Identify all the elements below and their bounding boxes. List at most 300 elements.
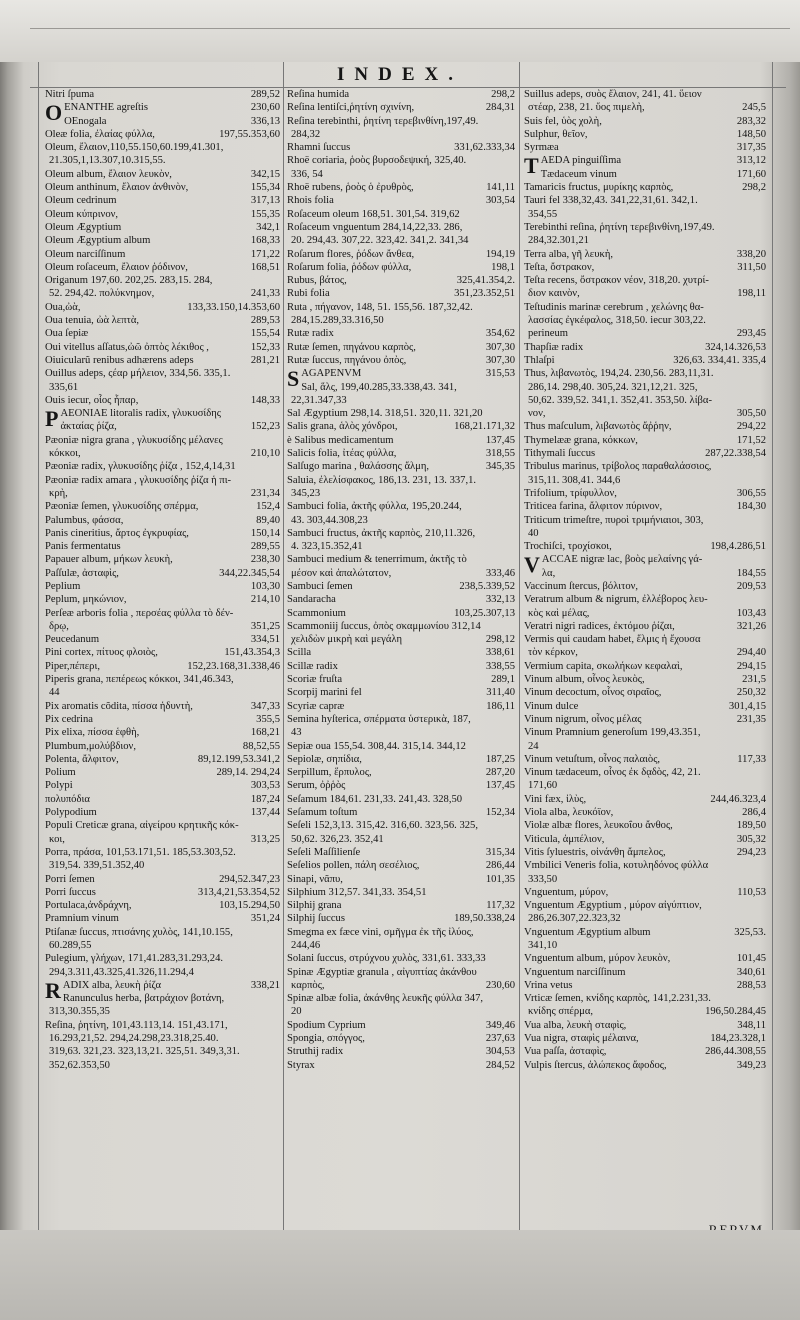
entry-term: Oleæ folia, ἐλαίας φύλλα, — [45, 128, 155, 140]
index-entry — [287, 101, 515, 114]
entry-term: Tribulus marinus, τρίβολος παραθαλάσσιος, — [524, 461, 712, 473]
index-entry — [287, 1059, 515, 1072]
index-entry — [45, 248, 280, 261]
entry-page-refs: 155,54 — [250, 328, 280, 340]
entry-page-refs: 344,22.345,54 — [219, 567, 280, 579]
entry-term: Violæ albæ flores, λευκοΐου ἄνθος, — [524, 820, 673, 832]
index-entry — [287, 646, 515, 659]
entry-term: 286,14. 298,40. 305,24. 321,12,21. 325, — [528, 381, 698, 393]
index-entry — [524, 341, 766, 354]
entry-term: Sal Ægyptium 298,14. 318,51. 320,11. 321,20 — [287, 408, 483, 420]
entry-page-refs: 338,61 — [485, 647, 515, 659]
index-entry — [287, 327, 515, 340]
entry-term: Thlaſpi — [524, 354, 555, 366]
index-entry — [45, 301, 280, 314]
index-entry — [45, 899, 280, 912]
index-entry — [45, 939, 280, 952]
entry-term: 43 — [291, 727, 302, 739]
entry-term: Vitis ſyluestris, οἰνάνθη ἄμπελος, — [524, 846, 666, 858]
index-entry — [45, 274, 280, 287]
entry-term: Veratrum album & nigrum, ἐλλέβορος λευ- — [524, 594, 708, 606]
entry-page-refs: 324,14.326,53 — [705, 341, 766, 353]
entry-term: Rutæ radix — [287, 328, 334, 340]
entry-term: Peucedanum — [45, 634, 100, 646]
index-entry — [524, 607, 766, 620]
entry-term: πολυπόδια — [45, 793, 90, 805]
index-entry — [45, 660, 280, 673]
entry-page-refs: 187,24 — [250, 793, 280, 805]
index-entry — [287, 700, 515, 713]
index-entry — [45, 819, 280, 832]
entry-page-refs: 231,35 — [736, 713, 766, 725]
entry-term: κόκκοι, — [49, 448, 81, 460]
index-entry — [287, 314, 515, 327]
index-entry — [287, 407, 515, 420]
entry-term: 4. 323,15.352,41 — [291, 541, 363, 553]
index-entry — [45, 460, 280, 473]
index-entry — [45, 620, 280, 633]
index-entry — [287, 460, 515, 473]
entry-term: 50,62. 339,52. 341,1. 352,41. 353,50. λίβα- — [528, 394, 713, 406]
index-entry — [287, 128, 515, 141]
index-entry — [287, 607, 515, 620]
entry-page-refs: 287,20 — [485, 767, 515, 779]
entry-page-refs: 117,33 — [737, 753, 766, 765]
entry-term: Vulpis ſtercus, ἀλώπεκος ἄφοδος, — [524, 1059, 667, 1071]
entry-term: Vua alba, λευκὴ σταφὶς, — [524, 1019, 627, 1031]
entry-page-refs: 351,25 — [250, 620, 280, 632]
entry-term: Vnguentum, μύρον, — [524, 886, 609, 898]
index-entry — [524, 1032, 766, 1045]
entry-term: Pix aromatis cõdita, πίσσα ἡδυντὴ, — [45, 700, 193, 712]
entry-page-refs: 338,55 — [485, 660, 515, 672]
entry-page-refs: 244,46.323,4 — [710, 793, 766, 805]
entry-page-refs: 250,32 — [736, 687, 766, 699]
index-entry — [287, 952, 515, 965]
entry-term: Reſina, ῥητίνη, 101,43.113,14. 151,43.171, — [45, 1019, 228, 1031]
entry-term: Palumbus, φάσσα, — [45, 514, 124, 526]
entry-term: AGAPENVM — [301, 368, 362, 380]
index-entry — [287, 992, 515, 1005]
entry-term: Semina hyſterica, σπέρματα ὑστερικὰ, 187, — [287, 713, 471, 725]
entry-page-refs: 168,21.171,32 — [454, 421, 515, 433]
entry-term: χελιδὼν μικρὴ καὶ μεγάλη — [291, 634, 402, 646]
entry-term: Trifolium, τρίφυλλον, — [524, 487, 617, 499]
index-entry — [45, 886, 280, 899]
entry-term: Scorpij marini fel — [287, 687, 362, 699]
entry-term: Scoriæ fruſta — [287, 674, 343, 686]
index-entry — [287, 567, 515, 580]
entry-term: Porri ſuccus — [45, 886, 96, 898]
entry-term: Panis fermentatus — [45, 541, 121, 553]
entry-term: Reſina humida — [287, 89, 350, 100]
index-entry — [524, 261, 766, 274]
entry-term: Vinum tædaceum, οἶνος ἐκ δᾳδὸς, 42, 21. — [524, 767, 701, 779]
index-entry — [524, 101, 766, 114]
entry-term: Polypi — [45, 780, 73, 792]
entry-page-refs: 331,62.333,34 — [454, 142, 515, 154]
index-entry — [287, 779, 515, 792]
entry-page-refs: 287,22.338,54 — [705, 448, 766, 460]
index-entry — [524, 793, 766, 806]
index-entry — [524, 726, 766, 739]
entry-page-refs: 303,53 — [250, 780, 280, 792]
index-entry — [287, 593, 515, 606]
entry-page-refs: 294,23 — [736, 846, 766, 858]
entry-page-refs: 137,44 — [250, 807, 280, 819]
entry-term: 52. 294,42. πολύκνημον, — [49, 288, 155, 300]
entry-term: κοι, — [49, 833, 65, 845]
index-entry — [287, 208, 515, 221]
index-entry — [524, 833, 766, 846]
index-entry — [45, 141, 280, 154]
index-entry — [287, 673, 515, 686]
index-entry — [524, 992, 766, 1005]
entry-page-refs: 171,60 — [736, 168, 766, 180]
entry-term: 341,10 — [528, 940, 558, 951]
entry-term: Viticula, ἀμπέλιον, — [524, 833, 605, 845]
entry-term: 336, 54 — [291, 168, 323, 180]
column-divider-1 — [283, 62, 284, 1230]
index-entry — [45, 992, 280, 1005]
entry-term: 354,55 — [528, 208, 558, 220]
entry-term: Terra alba, γῆ λευκὴ, — [524, 248, 614, 260]
entry-term: Pramnium vinum — [45, 913, 119, 925]
entry-term: Vnguentum Ægyptium album — [524, 926, 651, 938]
entry-term: Oleum anthinum, ἔλαιον ἀνθινὸν, — [45, 182, 189, 194]
entry-page-refs: 196,50.284,45 — [705, 1006, 766, 1018]
index-column-2 — [287, 88, 515, 1072]
entry-term: AEDA pinguiſſima — [540, 155, 622, 167]
index-entry — [524, 673, 766, 686]
entry-page-refs: 321,26 — [736, 620, 766, 632]
index-entry — [287, 168, 515, 181]
entry-term: Polium — [45, 767, 76, 779]
index-entry — [524, 301, 766, 314]
entry-term: διον καινὸν, — [528, 288, 580, 300]
entry-term: Syrmæa — [524, 142, 559, 154]
entry-page-refs: 150,14 — [250, 527, 280, 539]
left-column-rule — [38, 62, 39, 1230]
entry-page-refs: 238,5.339,52 — [459, 580, 515, 592]
entry-term: Rhoë coriaria, ῥοὸς βυρσοδεψική, 325,40. — [287, 155, 467, 167]
entry-page-refs: 231,5 — [742, 674, 766, 686]
entry-page-refs: 293,45 — [736, 328, 766, 340]
page-header: INDEX. — [337, 64, 463, 85]
entry-term: Oua,ὠὰ, — [45, 301, 81, 313]
index-entry — [524, 753, 766, 766]
entry-term: Papauer album, μήκων λευκὴ, — [45, 554, 173, 566]
index-entry — [287, 154, 515, 167]
entry-term: Sandaracha — [287, 594, 336, 606]
entry-term: Teſtudinis marinæ cerebrum , χελώνης θα- — [524, 301, 704, 313]
entry-page-refs: 283,32 — [736, 115, 766, 127]
index-entry — [524, 979, 766, 992]
entry-term: Roſaceum oleum 168,51. 301,54. 319,62 — [287, 208, 460, 220]
entry-term: 319,54. 339,51.352,40 — [49, 860, 145, 872]
entry-term: Suis fel, ὑὸς χολὴ, — [524, 115, 602, 127]
index-entry — [45, 500, 280, 513]
entry-page-refs: 286,4 — [742, 807, 766, 819]
entry-term: 345,23 — [291, 487, 321, 499]
index-entry — [287, 833, 515, 846]
entry-term: μέσον καὶ ἁπαλώτατον, — [291, 567, 392, 579]
entry-term: Styrax — [287, 1059, 315, 1071]
index-entry — [524, 354, 766, 367]
entry-term: Oleum cedrinum — [45, 195, 117, 207]
entry-term: ENANTHE agreſtis — [64, 102, 148, 114]
entry-term: Reſina terebinthi, ῥητίνη τερεβινθίνη,197,49. — [287, 115, 479, 127]
entry-term: Oua tenuia, ὠὰ λεπτὰ, — [45, 315, 140, 327]
index-entry — [524, 952, 766, 965]
entry-term: Vinum album, οἶνος λευκὸς, — [524, 674, 645, 686]
index-entry — [287, 181, 515, 194]
entry-term: Salicis folia, ἰτέας φύλλα, — [287, 448, 397, 460]
entry-page-refs: 152,34 — [485, 807, 515, 819]
index-entry — [524, 939, 766, 952]
entry-term: Thus, λιβανωτὸς, 194,24. 230,56. 283,11,31. — [524, 368, 714, 380]
page-top-margin — [0, 0, 800, 62]
entry-term: 284,15.289,33.316,50 — [291, 315, 384, 327]
entry-page-refs: 101,35 — [485, 873, 515, 885]
entry-term: Vinum vetuſtum, οἶνος παλαιὸς, — [524, 753, 661, 765]
index-entry — [287, 966, 515, 979]
entry-term: Vinum dulce — [524, 700, 579, 712]
index-entry — [45, 527, 280, 540]
index-entry — [45, 394, 280, 407]
index-entry — [524, 1045, 766, 1058]
entry-page-refs: 168,51 — [250, 261, 280, 273]
entry-term: Sinapi, νᾶπυ, — [287, 873, 343, 885]
entry-page-refs: 198,1 — [491, 261, 515, 273]
entry-term: 20 — [291, 1006, 302, 1018]
entry-term: Tauri fel 338,32,43. 341,22,31,61. 342,1. — [524, 195, 698, 207]
index-entry — [287, 939, 515, 952]
index-entry — [524, 912, 766, 925]
entry-term: Polypodium — [45, 807, 97, 819]
index-entry — [45, 593, 280, 606]
entry-page-refs: 348,11 — [737, 1019, 766, 1031]
entry-term: λα, — [541, 567, 556, 579]
index-column-1 — [45, 88, 280, 1072]
entry-term: 43. 303,44.308,23 — [291, 514, 368, 526]
entry-page-refs: 231,34 — [250, 487, 280, 499]
entry-term: Rutæ ſuccus, πηγάνου ὀπὸς, — [287, 354, 407, 366]
drop-initial: V — [524, 552, 540, 578]
entry-term: 171,60 — [528, 780, 558, 792]
entry-term: Vinum nigrum, οἶνος μέλας — [524, 713, 642, 725]
entry-page-refs: 184,55 — [736, 567, 766, 579]
entry-term: AEONIAE litoralis radix, γλυκυσίδης — [60, 408, 221, 420]
index-entry — [45, 514, 280, 527]
entry-page-refs: 198,11 — [737, 288, 766, 300]
index-entry — [45, 314, 280, 327]
entry-page-refs: 340,61 — [736, 966, 766, 978]
index-entry — [287, 394, 515, 407]
index-entry — [524, 394, 766, 407]
index-entry — [287, 620, 515, 633]
entry-page-refs: 194,19 — [485, 248, 515, 260]
index-entry — [45, 474, 280, 487]
index-entry — [45, 859, 280, 872]
entry-term: Sambuci folia, ἀκτῆς φύλλα, 195,20.244, — [287, 501, 462, 513]
index-entry — [287, 580, 515, 593]
entry-term: Viola alba, λευκόϊον, — [524, 807, 614, 819]
index-entry — [524, 128, 766, 141]
index-entry — [524, 221, 766, 234]
index-entry — [45, 952, 280, 965]
entry-page-refs: 168,21 — [250, 727, 280, 739]
entry-page-refs: 155,34 — [250, 182, 280, 194]
entry-page-refs: 294,22 — [736, 421, 766, 433]
entry-term: Vinum decoctum, οἶνος σιραῖος, — [524, 687, 662, 699]
entry-page-refs: 148,33 — [250, 394, 280, 406]
entry-term: 50,62. 326,23. 352,41 — [291, 833, 384, 845]
index-entry — [287, 740, 515, 753]
entry-term: perineum — [528, 328, 569, 340]
index-entry — [287, 527, 515, 540]
entry-page-refs: 88,52,55 — [242, 740, 280, 752]
entry-page-refs: 315,34 — [485, 846, 515, 858]
entry-term: Roſarum folia, ῥόδων φύλλα, — [287, 261, 412, 273]
index-entry — [45, 234, 280, 247]
entry-term: Oleum, ἔλαιον,110,55.150,60.199,41.301, — [45, 142, 224, 154]
entry-term: Vrticæ ſemen, κνίδης καρπὸς, 141,2.231,33. — [524, 993, 711, 1005]
entry-term: Porri ſemen — [45, 873, 95, 885]
index-entry — [287, 713, 515, 726]
entry-page-refs: 197,55.353,60 — [219, 128, 280, 140]
entry-page-refs: 184,30 — [736, 501, 766, 513]
index-entry — [524, 460, 766, 473]
index-entry — [45, 327, 280, 340]
index-entry — [287, 686, 515, 699]
entry-term: τὸν κέρκον, — [528, 647, 578, 659]
entry-page-refs: 345,35 — [485, 461, 515, 473]
entry-page-refs: 301,4,15 — [728, 700, 766, 712]
entry-term: 20. 294,43. 307,22. 323,42. 341,2. 341,34 — [291, 235, 469, 247]
entry-page-refs: 305,32 — [736, 833, 766, 845]
entry-page-refs: 298,12 — [485, 634, 515, 646]
entry-page-refs: 117,32 — [486, 900, 515, 912]
index-entry — [524, 367, 766, 380]
entry-page-refs: 152,23.168,31.338,46 — [187, 660, 280, 672]
index-entry — [524, 593, 766, 606]
index-entry — [524, 646, 766, 659]
entry-page-refs: 168,33 — [250, 235, 280, 247]
entry-term: Ouis iecur, οἶος ἧπαρ, — [45, 394, 139, 406]
entry-term: 44 — [49, 687, 60, 699]
index-entry — [287, 912, 515, 925]
index-entry — [45, 966, 280, 979]
entry-page-refs: 317,35 — [736, 142, 766, 154]
entry-term: Rubus, βάτος, — [287, 275, 347, 287]
entry-term: Scyriæ capræ — [287, 700, 345, 712]
index-entry — [45, 540, 280, 553]
entry-page-refs: 349,23 — [736, 1059, 766, 1071]
index-entry — [287, 979, 515, 992]
index-entry — [287, 341, 515, 354]
index-entry — [287, 886, 515, 899]
entry-term: Pix elixa, πίσσα ἑφθὴ, — [45, 727, 140, 739]
next-page-bleed — [0, 1230, 800, 1320]
index-entry — [524, 686, 766, 699]
index-entry — [524, 926, 766, 939]
index-entry — [287, 514, 515, 527]
entry-page-refs: 103,15.294,50 — [219, 900, 280, 912]
entry-term: κνίδης σπέρμα, — [528, 1006, 594, 1018]
index-entry — [45, 646, 280, 659]
index-entry — [524, 208, 766, 221]
entry-page-refs: 342,1 — [256, 221, 280, 233]
index-entry — [287, 500, 515, 513]
index-entry — [287, 859, 515, 872]
entry-page-refs: 338,20 — [736, 248, 766, 260]
entry-page-refs: 137,45 — [485, 434, 515, 446]
entry-page-refs: 148,50 — [736, 128, 766, 140]
entry-page-refs: 238,30 — [250, 554, 280, 566]
entry-page-refs: 186,11 — [486, 700, 515, 712]
entry-term: 286,26.307,22.323,32 — [528, 913, 621, 925]
entry-page-refs: 286,44 — [485, 860, 515, 872]
index-entry — [524, 740, 766, 753]
entry-term: Veratri nigri radices, ἐκτόμου ῥίζαι, — [524, 620, 675, 632]
entry-page-refs: 338,21 — [250, 979, 280, 991]
entry-term: Oleum roſaceum, ἔλαιον ῥόδινον, — [45, 261, 188, 273]
index-entry — [45, 367, 280, 380]
entry-page-refs: 187,25 — [485, 753, 515, 765]
entry-term: Saluia, ἐλελίσφακος, 186,13. 231, 13. 337,1. — [287, 474, 477, 486]
entry-term: 244,46 — [291, 940, 321, 951]
index-entry — [45, 354, 280, 367]
entry-term: Oleum Ægyptium — [45, 221, 122, 233]
entry-page-refs: 184,23.328,1 — [710, 1033, 766, 1045]
entry-term: Solani ſuccus, στρύχνου χυλὸς, 331,61. 333,33 — [287, 953, 486, 965]
index-entry — [45, 633, 280, 646]
entry-term: Suillus adeps, συὸς ἔλαιον, 241, 41. ὕειον — [524, 89, 702, 100]
index-entry — [45, 115, 280, 128]
entry-page-refs: 334,51 — [250, 634, 280, 646]
index-entry — [524, 580, 766, 593]
entry-page-refs: 152,23 — [250, 421, 280, 433]
entry-term: Sal, ἅλς, 199,40.285,33.338,43. 341, — [301, 381, 457, 393]
index-entry — [287, 261, 515, 274]
index-entry — [45, 381, 280, 394]
index-entry — [45, 128, 280, 141]
index-entry — [45, 88, 280, 101]
entry-page-refs: 307,30 — [485, 354, 515, 366]
index-entry — [45, 713, 280, 726]
index-entry — [45, 1059, 280, 1072]
entry-term: Seſelios pollen, πάλη σεσέλιος, — [287, 860, 420, 872]
entry-term: Paſſulæ, ἀσταφὶς, — [45, 567, 119, 579]
entry-term: Vermis qui caudam habet, ἕλμις ἡ ἔχουσα — [524, 634, 701, 646]
entry-term: Piper,πέπερι, — [45, 660, 100, 672]
entry-term: Vua nigra, σταφὶς μέλαινα, — [524, 1033, 639, 1045]
entry-term: Teſta recens, ὄστρακον νέον, 318,20. χυτρί- — [524, 275, 709, 287]
entry-term: Vnguentum Ægyptium , μύρον αἰγύπτιον, — [524, 900, 702, 912]
entry-page-refs: 315,53 — [485, 368, 515, 380]
index-entry — [287, 381, 515, 394]
index-entry — [45, 833, 280, 846]
entry-page-refs: 351,24 — [250, 913, 280, 925]
entry-page-refs: 305,50 — [736, 408, 766, 420]
entry-term: Roſarum flores, ῥόδων ἄνθεα, — [287, 248, 415, 260]
index-entry — [45, 1032, 280, 1045]
entry-term: Pæoniæ radix, γλυκυσίδης ῥίζα , 152,4,14,31 — [45, 461, 236, 473]
index-entry — [287, 141, 515, 154]
index-entry — [287, 434, 515, 447]
index-entry — [45, 686, 280, 699]
